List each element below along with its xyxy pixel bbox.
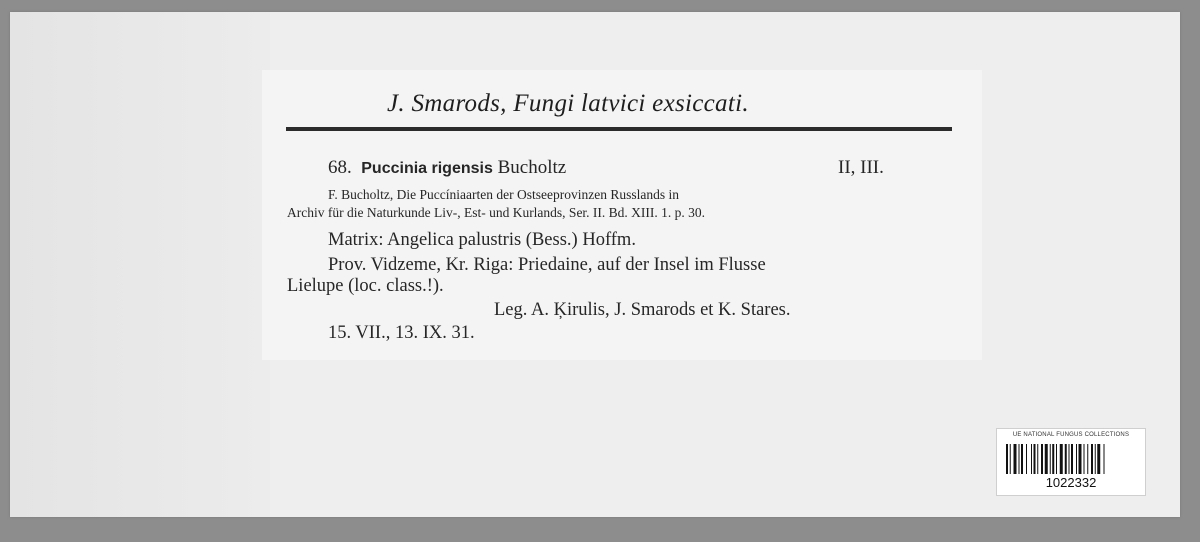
barcode-bar [1084,444,1085,474]
dates-line: 15. VII., 13. IX. 31. [328,323,475,343]
barcode-bar [1052,444,1054,474]
sheet-shading [10,12,270,517]
barcode-bar [1019,444,1020,474]
barcode-bar [1031,444,1032,474]
locality-line-1: Prov. Vidzeme, Kr. Riga: Priedaine, auf der Insel im Flusse [328,255,766,275]
barcode-bar [1076,444,1077,474]
barcode-bar [1041,444,1043,474]
header-rule [286,127,952,131]
barcode-bar [1069,444,1070,474]
barcode-bar [1037,444,1038,474]
barcode-bar [1021,444,1023,474]
locality-line-2: Lielupe (loc. class.!). [287,276,444,296]
barcode-bar [1104,444,1105,474]
reference-line-1: F. Bucholtz, Die Puccíniaarten der Ostseeprovinzen Russlands in [328,187,679,202]
barcode-bar [1034,444,1036,474]
barcode-bar [1060,444,1063,474]
barcode-caption: UE NATIONAL FUNGUS COLLECTIONS [1012,432,1130,438]
barcode-bar [1006,444,1008,474]
species-name: Puccinia rigensis [361,160,493,177]
barcode-bar [1087,444,1088,474]
barcode-label [996,428,1146,496]
barcode-bar [1056,444,1057,474]
specimen-number: 68. [328,157,352,178]
species-line [328,157,884,179]
barcode-bar [1010,444,1011,474]
spore-stages: II, III. [838,157,884,178]
barcode-bar [1014,444,1017,474]
reference-line-2: Archiv für die Naturkunde Liv-, Est- und Kurlands, Ser. II. Bd. XIII. 1. p. 30. [287,205,706,220]
barcode-bar [1045,444,1048,474]
collectors-line: Leg. A. Ķirulis, J. Smarods et K. Stares. [494,300,791,320]
barcode-bar [1091,444,1093,474]
barcode-bar [1097,444,1100,474]
label-header: J. Smarods, Fungi latvici exsiccati. [387,90,749,117]
barcode-bar [1071,444,1073,474]
barcode-bar [1050,444,1051,474]
barcode-icon [1006,444,1136,474]
barcode-number: 1022332 [1045,475,1097,490]
matrix-line: Matrix: Angelica palustris (Bess.) Hoffm. [328,230,636,250]
species-author: Bucholtz [497,157,567,178]
barcode-bar [1026,444,1027,474]
barcode-bar [1079,444,1082,474]
barcode-bar [1095,444,1096,474]
barcode-bar [1065,444,1067,474]
